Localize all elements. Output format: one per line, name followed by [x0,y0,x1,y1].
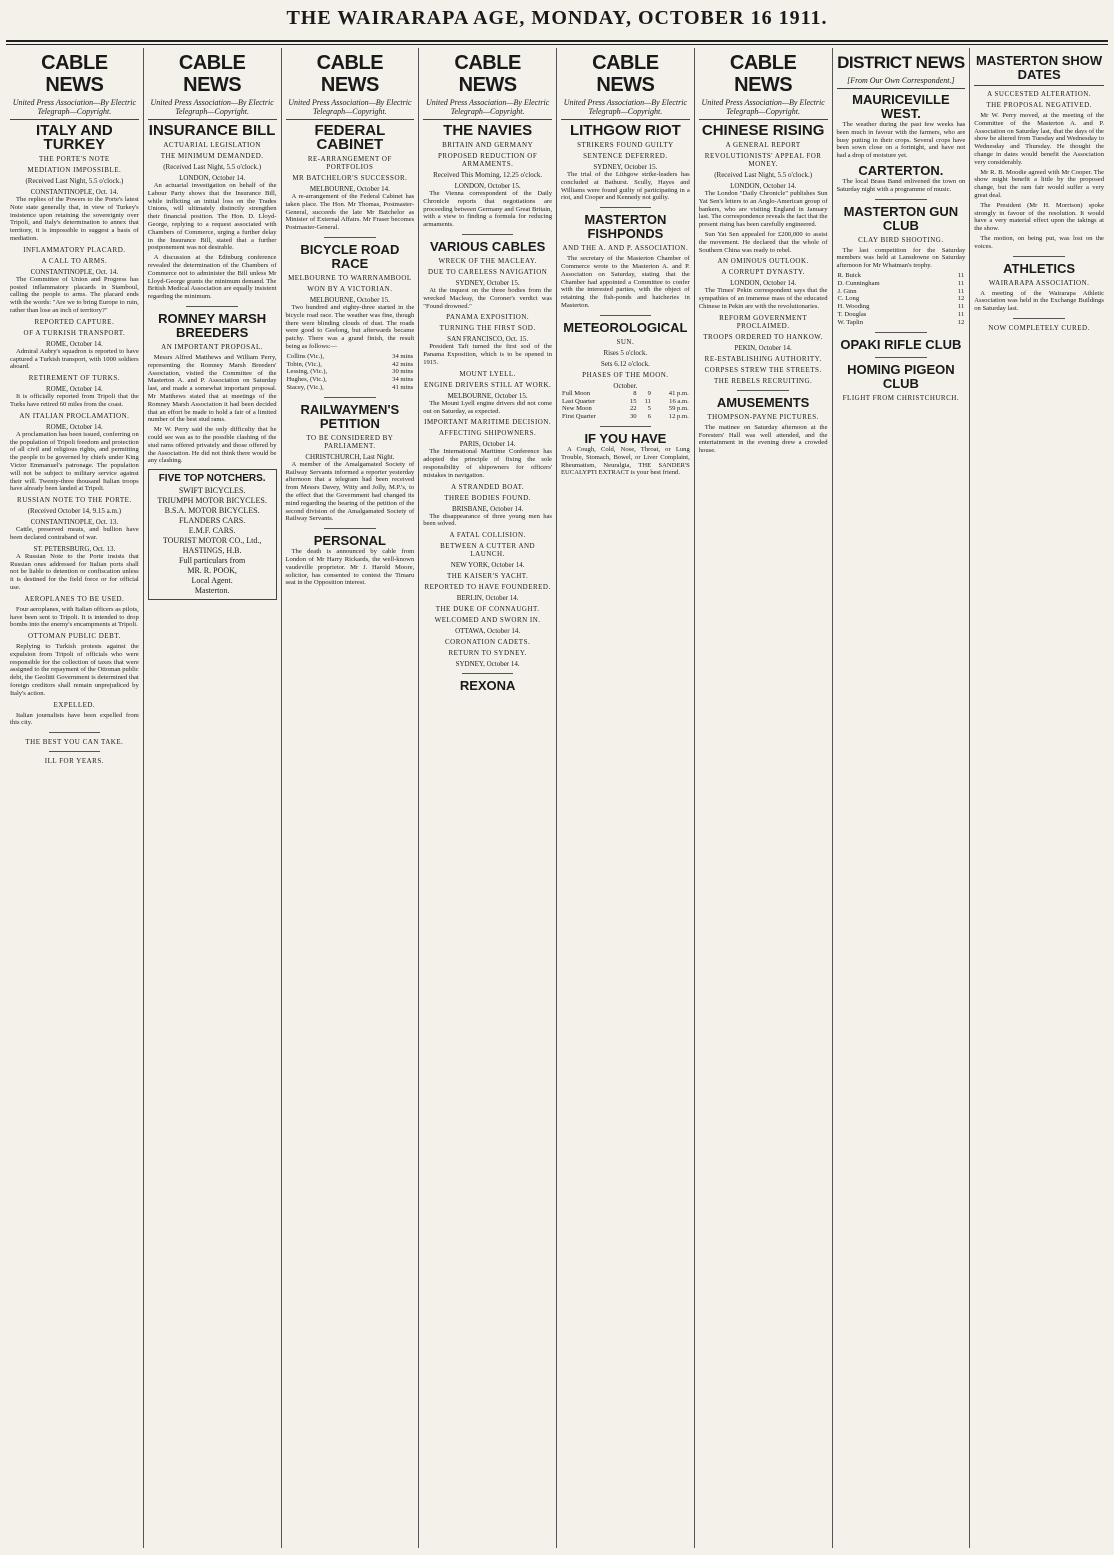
story-deck: PHASES OF THE MOON. [582,370,669,379]
article-text: Replying to Turkish protests against the expulsion from Tripoli of officials who were responsible for the collection of taxes that were assigned to the repayment of the Ottoman public debt, the Geolitti Government is determined that foreign creditors shall remain unprejudiced by Italy's action. [10,643,139,697]
article-text: The weather during the past few weeks has been much in favour with the farmers, who are busy putting in their crops. Several crops have been sown close on a fortnight, and have not had a drop of moisture yet. [836,121,966,160]
moon-phase-table [561,390,690,421]
sunrise: Rises 5 o'clock. [603,348,648,357]
table-row [837,288,966,296]
result-time: 34 mins [392,376,414,384]
phase-name: Last Quarter [562,397,596,405]
story-deck: A CALL TO ARMS. [41,256,108,265]
story-headline: LITHGOW RIOT [569,122,681,139]
advert-line: MR. R. POOK, [187,566,237,576]
story-deck: AN IMPORTANT PROPOSAL. [161,342,264,351]
divider [875,199,927,200]
wire-credit: United Press Association—By Electric Telegraph—Copyright. [10,98,139,120]
column-2 [144,48,282,1548]
city-line: SAN FRANCISCO, Oct. 15. [447,335,529,344]
result-time: 34 mins [392,352,414,360]
story-headline: OPAKI RIFLE CLUB [840,336,962,352]
story-deck: RE-ARRANGEMENT OF PORTFOLIOS [307,155,392,171]
phase-day: 22 [629,405,637,413]
article-text: It is officially reported from Tripoli that the Turks have retired 60 miles from the coast. [10,393,139,408]
city-line: LONDON, October 15. [454,182,521,190]
story-deck: BETWEEN A CUTTER AND LAUNCH. [440,542,536,559]
advert-heading: IF YOU HAVE [584,430,667,446]
story-deck: WRECK OF THE MACLEAY. [438,256,537,265]
divider [1013,318,1065,319]
phase-hour: 5 [647,405,651,413]
advert-line: B.S.A. MOTOR BICYCLES. [164,506,260,516]
table-row [837,311,966,319]
advert-line: E.M.F. CARS. [188,526,236,536]
wire-credit: United Press Association—By Electric Telegraph—Copyright. [148,98,277,120]
table-row [837,319,966,327]
story-deck: A STRANDED BOAT. [451,482,525,491]
article-text: Four aeroplanes, with Italian officers as pilots, have been sent to Tripoli. It is intended to drop bombs into the enemy's encampments at Tripoli. [10,605,139,629]
divider [462,234,514,235]
story-deck: A CORRUPT DYNASTY. [721,268,805,277]
phase-day: 15 [629,397,637,405]
shooting-scores [837,272,966,327]
story-deck: MOUNT LYELL. [459,369,516,378]
masthead [0,0,1114,36]
table-row [286,376,415,384]
dateline: Received This Morning, 12.25 o'clock. [433,171,543,179]
story-deck: TROOPS ORDERED TO HANKOW. [703,332,823,341]
advert-title: FIVE TOP NOTCHERS. [158,473,266,485]
story-headline: FEDERAL CABINET [314,122,386,153]
article-text: The matinee on Saturday afternoon at the Foresters' Hall was well attended, and the entertainment in the evening drew a crowded house. [698,423,828,455]
city-line: CONSTANTINOPLE, Oct. 14. [30,188,119,196]
race-results [286,353,415,392]
story-headline: MASTERTON FISHPONDS [584,212,667,242]
story-headline: INSURANCE BILL [148,122,276,139]
advert-line: Masterton. [194,586,230,596]
story-deck: FLIGHT FROM CHRISTCHURCH. [842,393,960,402]
story-deck: RUSSIAN NOTE TO THE PORTE. [17,496,132,505]
story-deck: WON BY A VICTORIAN. [307,284,393,293]
column-heading: CABLE NEWS [41,52,108,96]
table-row [561,390,690,398]
column-5 [557,48,695,1548]
city-line: SYDNEY, October 15. [593,163,658,171]
result-time: 42 mins [392,360,414,368]
story-deck: STRIKERS FOUND GUILTY [577,141,674,149]
article-text: Mr R. B. Moodie agreed with Mr Cooper. The show might benefit a little by the proposed change, but the ram fair would suffer a very great deal. [974,168,1104,199]
column-4 [419,48,557,1548]
divider [49,751,101,752]
story-deck: REFORM GOVERNMENT PROCLAIMED. [719,313,808,330]
advert-text: A Cough, Cold, Nose, Throat, or Lung Trouble, Stomach, Bowel, or Liver Complaint, Rheumatism, Neuralgia, THE SANDER'S EUCALYPTI EXTRACT is your best friend. [561,445,690,477]
table-row [837,280,966,288]
sunset: Sets 6.12 o'clock. [600,359,650,368]
story-deck: TURNING THE FIRST SOD. [439,324,536,333]
story-deck: A FATAL COLLISION. [449,531,526,540]
divider [324,528,376,529]
table-row [286,353,415,361]
phase-minute: 59 p.m. [668,405,689,413]
city-line: CONSTANTINOPLE, Oct. 13. [30,518,119,527]
dateline: (Received Last Night, 5.5 o'clock.) [25,177,124,185]
result-name: Stacey, (Vic.), [286,383,324,391]
story-deck: OTTOMAN PUBLIC DEBT. [27,632,121,641]
newspaper-title: THE WAIRARAPA AGE, MONDAY, OCTOBER 16 1911. [286,7,828,29]
shooter-score: 11 [957,287,965,295]
story-deck: THE KAISER'S YACHT. [446,572,529,581]
story-deck: AEROPLANES TO BE USED. [24,594,125,603]
story-deck: WELCOMED AND SWORN IN. [434,616,541,625]
wire-credit: United Press Association—By Electric Telegraph—Copyright. [286,98,415,120]
advert-heading: NOW COMPLETELY CURED. [988,323,1090,332]
city-line: MELBOURNE, October 15. [447,391,528,400]
advert-line: FLANDERS CARS. [179,516,246,526]
article-text: The Vienna correspondent of the Daily Chronicle reports that negotiations are proceeding between Germany and Great Britain, with a view to finding a formula for reducing armaments. [423,190,552,229]
table-row [561,413,690,421]
result-name: Tobin, (Vic.), [286,360,322,368]
shooter-score: 11 [957,303,965,311]
article-text: Two hundred and eighty-three started in the bicycle road race. The weather was fine, though there were blinding clouds of dust. The roads were good to Geelong, but afterwards became patchy. There was a grand finish, the result being as follows:— [285,303,415,350]
story-headline: PERSONAL [313,533,386,549]
city-line: MELBOURNE, October 14. [309,185,390,193]
story-headline: METEOROLOGICAL [563,319,688,335]
shooter-name: T. Douglas [837,310,867,318]
article-text: The secretary of the Masterton Chamber of Commerce wrote to the Masterton A. and P. Association on Saturday, stating that the Chamber had appointed a Committee to confer with the interested parties, with the object of retaining the fish-ponds and hatcheries in Masterton. [561,255,690,309]
divider [875,332,927,333]
divider [600,315,652,316]
article-text: Mr W. Perry said the only difficulty that he could see was as to the possible clashing of the stud rams offered privately and those offered by the Association. He did not think there would be any clashing. [147,426,277,465]
column-6 [695,48,833,1548]
article-text: The London "Daily Chronicle" publishes Sun Yat Sen's letters to an Anglo-American group of bankers, who are visiting England in January last. The correspondence reveals the fact that the present rising has been carefully engineered. [698,190,828,229]
story-deck: INFLAMMATORY PLACARD. [23,245,126,254]
table-row [837,295,966,303]
shooter-score: 12 [957,295,965,303]
story-headline: MAURICEVILLE WEST. [852,92,950,121]
article-text: The motion, on being put, was lost on the voices. [974,234,1104,250]
shooter-name: R. Buick [837,271,861,279]
article-text: The Times' Pekin correspondent says that the sympathies of an immense mass of the educated Chinese in Pekin are with the revolutionaries. [698,287,828,310]
city-line: BRISBANE, October 14. [452,504,524,513]
story-deck: RE-ESTABLISHING AUTHORITY. [704,354,822,363]
city-line: ROME, October 14. [45,339,103,348]
table-row [561,398,690,406]
divider [324,397,376,398]
city-line: ROME, October 14. [45,385,103,394]
phase-day: 8 [633,389,637,397]
wire-credit: United Press Association—By Electric Telegraph—Copyright. [699,98,828,120]
article-text: An actuarial investigation on behalf of the Labour Party shows that the Insurance Bill, while inflicting an initial loss on the Trades Unions, will ultimately distinctly strengthen their financial position. The Hon. D. Lloyd-George, replying to a request associated with Chambers of Commerce, urging a further delay in the Insurance Bill, stated that a further postponement was not desirable. [147,182,277,252]
dateline: (Received Last Night, 5.5 o'clock.) [714,171,813,179]
story-headline: AMUSEMENTS [716,394,810,410]
dateline: (Received Last Night, 5.5 o'clock.) [163,163,262,171]
city-line: CONSTANTINOPLE, Oct. 14. [30,267,119,276]
story-deck: RETURN TO SYDNEY. [448,649,527,658]
article-text: At the inquest on the three bodies from the wrecked Macleay, the Coroner's verdict was "Found drowned." [423,286,552,310]
article-text: A member of the Amalgamated Society of Railway Servants informed a reporter yesterday afternoon that a telegram had been received from Messrs Davey, Witty and Jolly, M.P.'s, to the effect that the Government had changed its mind regarding the hearing of the petition of the second division of the Amalgamated Society of Railway Servants. [285,460,415,523]
story-deck: CORONATION CADETS. [445,638,531,647]
story-deck: IMPORTANT MARITIME DECISION. [424,418,552,427]
shooter-score: 11 [957,271,965,279]
column-3 [282,48,420,1548]
column-heading: MASTERTON SHOW DATES [976,53,1103,82]
story-headline: MASTERTON GUN CLUB [843,203,959,233]
shooter-name: H. Wooding [837,303,870,311]
city-line: LONDON, October 14. [179,174,246,182]
column-sub [974,82,1104,86]
article-text: The replies of the Powers to the Porte's latest Note state generally that, in view of Turkey's insistence upon retaining the sovereignty over Tripoli, and Italy's determination to annex that territory, it is impossible to suggest a basis of mediation. [10,196,139,242]
article-text: The President (Mr H. Morrison) spoke strongly in favour of the resolution. It would have a very material effect upon the takings at the show. [974,201,1104,233]
divider [1013,256,1065,257]
article-text: A Russian Note to the Porte insists that Russian ones addressed for Italian ports shall not be liable to detention or confiscation unless it is destined for the field force or for official use. [10,552,139,591]
story-deck: AN OMINOUS OUTLOOK. [717,257,809,266]
article-text: The Committee of Union and Progress has posted inflammatory placards in Stamboul, calling the people to arms. The placard ends with the words: "Are we to bring Europe to ruin, rather than lose an inch of territory?" [10,275,139,314]
shooter-name: W. Taplin [837,318,864,326]
article-text: A discussion at the Edinburg conference revealed the determination of the Chambers of Commerce not to administer the Bill unless Mr Lloyd-George grants the minimum demand. The British Medical Association are equally insistent regarding the minimum. [147,254,277,301]
story-deck: THE PROPOSAL NEGATIVED. [986,101,1092,109]
phase-minute: 12 p.m. [668,413,689,421]
article-text: A re-arrangement of the Federal Cabinet has taken place. The Hon. Mr Thomas, Postmaster-General, succeeds the late Mr Batchelor as Minister of External Affairs. Mr Fraser becomes Postmaster-General. [285,193,415,232]
table-row [837,272,966,280]
article-text: The trial of the Lithgow strike-leaders has concluded at Bathurst. Scully, Hayes and Williams were found guilty of participating in a riot, and Cooper and Kennedy not guilty. [561,171,690,202]
story-headline: BICYCLE ROAD RACE [300,241,400,271]
result-name: Lessing, (Vic.), [286,368,328,376]
article-text: Cattle, preserved meats, and bullion have been declared contraband of war. [10,526,139,541]
divider [324,237,376,238]
phase-minute: 41 p.m. [668,389,689,397]
city-line: NEW YORK, October 14. [450,561,525,570]
story-deck: MEDIATION IMPOSSIBLE. [27,166,122,174]
story-headline: ITALY AND TURKEY [36,122,113,153]
story-headline: ATHLETICS [1003,260,1076,276]
correspondent-credit: [From Our Own Correspondent.] [837,76,966,89]
city-line: OTTAWA, October 14. [455,627,521,636]
article-text: The death is announced by cable from London of Mr Harry Rickards, the well-known vaudeville proprietor. Mr J. Harold Moore, solicitor, has consented to contest the Timaru seat in the Opposition interest. [285,548,415,587]
story-headline: VARIOUS CABLES [429,238,546,254]
result-time: 30 mins [392,368,414,376]
advert-heading: THE BEST YOU CAN TAKE. [25,738,124,747]
story-deck: AND THE A. AND P. ASSOCIATION. [562,244,689,253]
story-deck: THREE BODIES FOUND. [444,493,531,502]
column-1 [6,48,144,1548]
city-line: LONDON, October 14. [730,279,797,288]
city-line: SYDNEY, October 15. [455,278,520,287]
story-deck: CLAY BIRD SHOOTING. [858,235,944,244]
table-row [837,303,966,311]
table-row [286,384,415,392]
story-headline: CHINESE RISING [701,122,825,139]
divider [875,357,927,358]
table-row [286,368,415,376]
result-time: 41 mins [392,383,414,391]
divider [462,673,514,674]
advert-line: Full particulars from [179,556,246,566]
city-line: PARIS, October 14. [459,440,516,449]
article-text: The local Brass Band enlivened the town on Saturday night with a programme of music. [836,177,966,193]
month-label: October. [613,381,638,390]
story-deck: A GENERAL REPORT [725,141,801,149]
result-name: Hughes, (Vic.), [286,376,327,384]
story-deck: RETIREMENT OF TURKS. [28,374,120,383]
story-deck: THOMPSON-PAYNE PICTURES. [707,412,819,421]
wire-credit: United Press Association—By Electric Telegraph—Copyright. [561,98,690,120]
article-text: The last competition for the Saturday members was held at Lansdowne on Saturday afternoon for Mr Whatman's trophy. [836,246,966,270]
divider [186,306,238,307]
story-deck: TO BE CONSIDERED BY PARLIAMENT. [306,433,394,450]
city-line: ST. PETERSBURG, Oct. 13. [33,544,116,553]
city-line: SYDNEY, October 14. [455,660,520,669]
city-line: MELBOURNE, October 15. [309,295,390,304]
story-deck: MR BATCHELOR'S SUCCESSOR. [292,174,408,182]
story-deck: ENGINE DRIVERS STILL AT WORK. [423,380,552,389]
phase-name: New Moon [562,405,592,413]
story-deck: THE REBELS RECRUITING. [713,376,813,385]
masthead-rule-thin [6,44,1108,45]
divider [737,390,789,391]
story-deck: SENTENCE DEFERRED. [583,152,668,160]
story-deck: BRITAIN AND GERMANY [442,141,534,149]
story-deck: PROPOSED REDUCTION OF ARMAMENTS. [438,152,538,168]
shooter-name: J. Ginn [837,287,857,295]
article-text: The Mount Lyell engine drivers did not come out on Saturday, as expected. [423,399,552,415]
column-heading: CABLE NEWS [454,52,521,96]
story-deck: REVOLUTIONISTS' APPEAL FOR MONEY. [704,152,822,168]
shooter-score: 12 [957,318,965,326]
column-heading: CABLE NEWS [316,52,384,96]
dateline: (Received October 14, 9.15 a.m.) [27,507,122,516]
story-deck: DUE TO CARELESS NAVIGATION [427,267,548,276]
story-headline: RAILWAYMEN'S PETITION [300,401,400,431]
city-line: ROME, October 14. [45,422,103,431]
article-text: Admiral Aubry's squadron is reported to have captured a Turkish transport, with 1000 soldiers aboard. [10,347,139,371]
story-deck: SUN. [616,337,635,346]
story-deck: THE MINIMUM DEMANDED. [160,152,264,160]
story-deck: PANAMA EXPOSITION. [446,313,530,322]
story-headline: ROMNEY MARSH BREEDERS [158,310,267,340]
phase-minute: 16 a.m. [669,397,689,405]
story-deck: MELBOURNE TO WARRNAMBOOL [288,273,412,282]
story-deck: CORPSES STREW THE STREETS. [704,365,822,374]
phase-hour: 6 [647,413,651,421]
phase-day: 30 [629,413,637,421]
story-deck: THE PORTE'S NOTE [39,155,110,163]
story-headline: HOMING PIGEON CLUB [847,361,955,391]
article-text: Italian journalists have been expelled from this city. [10,711,139,727]
result-name: Collins (Vic.), [286,352,325,360]
story-headline: THE NAVIES [443,122,533,139]
table-row [286,361,415,369]
story-deck: AN ITALIAN PROCLAMATION. [19,411,130,420]
shooter-name: D. Cunningham [837,279,880,287]
column-8 [970,48,1108,1548]
article-text: A proclamation has been issued, conferring on the population of Tripoli freedom and protection of all civil and religious rights, and permitting the people to be governed by chiefs under King Victor Emmanuel's patronage. The population will not be subject to military service against their will. Twenty-three thousand Italian troops have already been landed at Tripoli. [10,430,139,493]
advert-line: TOURIST MOTOR CO., Ltd., [162,536,262,546]
city-line: BERLIN, October 14. [456,594,519,603]
article-text: Mr W. Perry moved, at the meeting of the Committee of the Masterton A. and P. Association on Saturday last, that the days of the show be altered from Tuesday and Wednesday to Wednesday and Thursday. He thought the change in dates would benefit the Association very considerably. [974,112,1104,166]
column-heading: CABLE NEWS [592,52,659,96]
story-deck: THE DUKE OF CONNAUGHT. [435,605,540,614]
column-7 [833,48,971,1548]
column-heading: CABLE NEWS [178,52,246,96]
story-deck: A SUCCESTED ALTERATION. [987,90,1092,98]
article-text: Messrs Alfred Matthews and William Perry, representing the Romney Marsh Breeders' Association, visited the Committee of the Masterton A. and P. Association on Saturday last, and made a somewhat important proposal. Mr Matthews stated that at meetings of the Romney Marsh Association it had been decided that an effort be made to hold a fair of a limited number of the best stud rams. [147,353,277,424]
masthead-rule [6,40,1108,42]
story-deck: AFFECTING SHIPOWNERS. [439,429,537,438]
divider [600,426,652,427]
newspaper-columns [6,48,1108,1548]
wire-credit: United Press Association—By Electric Telegraph—Copyright. [423,98,552,120]
story-deck: REPORTED TO HAVE FOUNDERED. [424,583,551,592]
article-text: Sun Yat Sen appealed for £200,000 to assist the movement. He declared that the whole of Southern China was ready to rebel. [698,230,828,254]
story-deck: OF A TURKISH TRANSPORT. [23,328,126,337]
story-deck: ACTUARIAL LEGISLATION [163,141,261,149]
shooter-score: 11 [957,279,965,287]
advert-heading: REXONA [459,678,516,694]
advert-line: Local Agent. [191,576,233,586]
phase-hour: 9 [647,389,651,397]
phase-name: Full Moon [562,389,591,397]
story-headline: CARTERTON. [858,162,944,178]
column-heading: DISTRICT NEWS [837,53,965,72]
phase-name: First Quarter [562,413,596,421]
table-row [561,405,690,413]
phase-hour: 11 [644,397,651,405]
article-text: A meeting of the Wairarapa Athletic Association was held in the Exchange Buildings on Saturday last. [974,289,1104,313]
shooter-name: C. Long [837,295,860,303]
column-heading: CABLE NEWS [729,52,797,96]
story-deck: WAIRARAPA ASSOCIATION. [988,278,1090,287]
advert-line: HASTINGS, H.B. [182,546,242,556]
article-text: The disappearance of three young men has been solved. [423,512,552,528]
city-line: PEKIN, October 14. [734,343,792,352]
city-line: LONDON, October 14. [730,182,797,190]
article-text: President Taft turned the first sod of the Panama Exposition, which is to be opened in 1915. [423,343,552,366]
city-line: CHRISTCHURCH, Last Night. [305,452,395,461]
advert-heading: ILL FOR YEARS. [44,757,104,766]
divider [49,732,101,733]
advert-line: TRIUMPH MOTOR BICYCLES. [157,496,267,506]
article-text: The International Maritime Conference has adopted the principle of fixing the sole responsibility of shipowners for officers' mistakes in navigation. [423,448,552,479]
divider [600,207,652,208]
advert-box [148,469,277,600]
shooter-score: 11 [957,310,965,318]
story-deck: REPORTED CAPTURE. [34,317,115,326]
advert-line: SWIFT BICYCLES. [178,486,246,496]
story-deck: EXPELLED. [53,700,96,709]
